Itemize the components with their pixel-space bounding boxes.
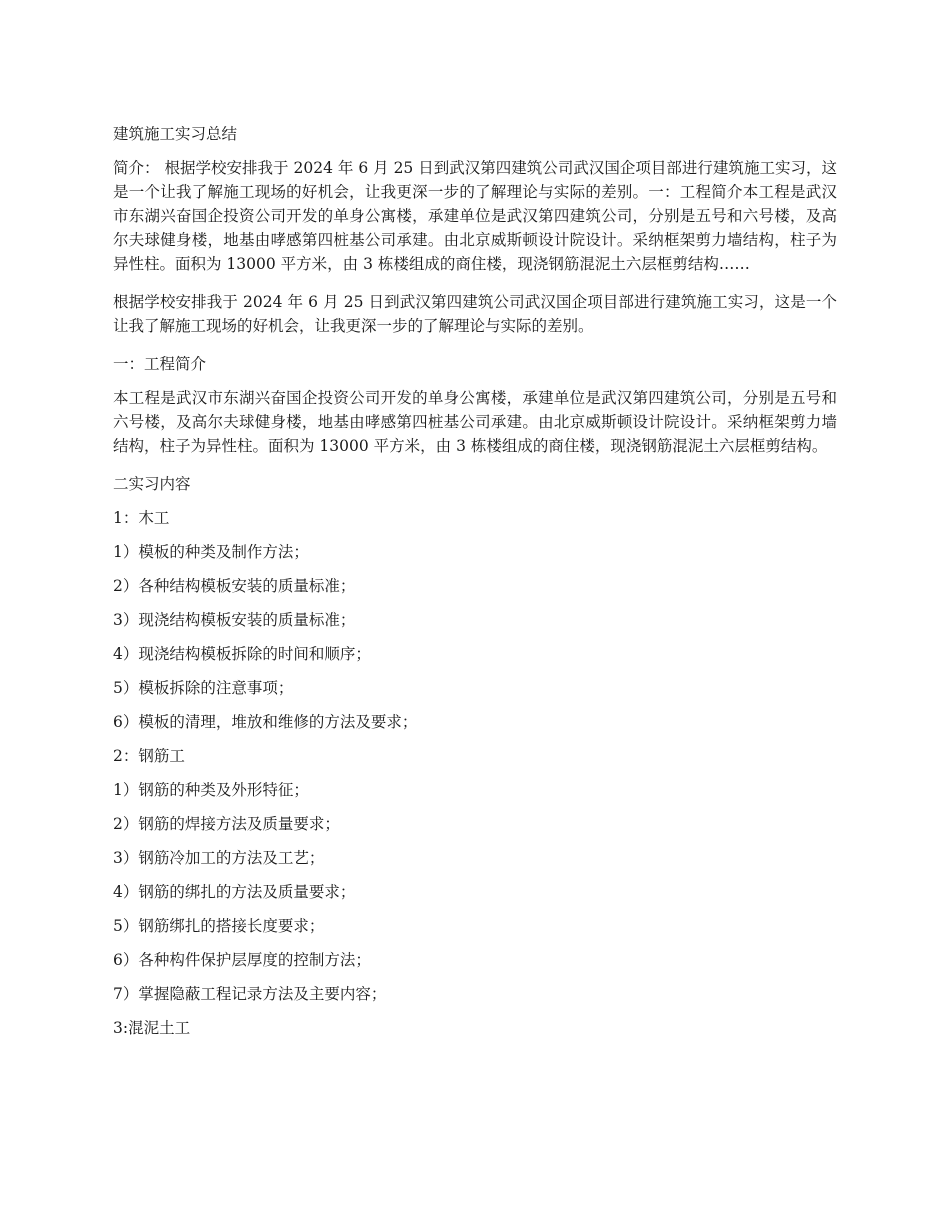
summary-paragraph: 简介： 根据学校安排我于 2024 年 6 月 25 日到武汉第四建筑公司武汉国企项目部进行建筑施工实习，这是一个让我了解施工现场的好机会，让我更深一步的了解理论与实际的差别。一：工程简介本工程是武汉市东湖兴奋国企投资公司开发的单身公寓楼，承建单位是武汉第四建筑公司，分别是五号和六号楼，及高尔夫球健身楼，地基由哮感第四桩基公司承建。由北京威斯顿设计院设计。采纳框架剪力墙结构，柱子为异性柱。面积为 13000 平方米，由 3 栋楼组成的商住楼，现浇钢筋混泥土六层框剪结构…… bbox=[113, 159, 837, 273]
list-item: 1）模板的种类及制作方法； bbox=[113, 543, 309, 561]
section-heading-project: 一：工程简介 bbox=[113, 355, 207, 373]
list-item: 6）模板的清理，堆放和维修的方法及要求； bbox=[113, 713, 418, 731]
list-item: 3）钢筋冷加工的方法及工艺； bbox=[113, 849, 325, 867]
subsection-heading-carpentry: 1：木工 bbox=[113, 509, 170, 527]
list-item: 1）钢筋的种类及外形特征； bbox=[113, 781, 309, 799]
list-item: 5）钢筋绑扎的搭接长度要求； bbox=[113, 917, 325, 935]
project-paragraph: 本工程是武汉市东湖兴奋国企投资公司开发的单身公寓楼，承建单位是武汉第四建筑公司，分别是五号和六号楼，及高尔夫球健身楼，地基由哮感第四桩基公司承建。由北京威斯顿设计院设计。采纳框架剪力墙结构，柱子为异性柱。面积为 13000 平方米，由 3 栋楼组成的商住楼，现浇钢筋混泥土六层框剪结构。 bbox=[113, 389, 837, 455]
document-page bbox=[113, 122, 837, 1050]
intro-paragraph: 根据学校安排我于 2024 年 6 月 25 日到武汉第四建筑公司武汉国企项目部进行建筑施工实习，这是一个让我了解施工现场的好机会，让我更深一步的了解理论与实际的差别。 bbox=[113, 293, 837, 335]
list-item: 5）模板拆除的注意事项； bbox=[113, 679, 294, 697]
list-item: 2）钢筋的焊接方法及质量要求； bbox=[113, 815, 340, 833]
list-item: 3）现浇结构模板安装的质量标准； bbox=[113, 611, 356, 629]
list-item: 4）钢筋的绑扎的方法及质量要求； bbox=[113, 883, 356, 901]
list-item: 7）掌握隐蔽工程记录方法及主要内容； bbox=[113, 985, 387, 1003]
subsection-heading-rebar: 2：钢筋工 bbox=[113, 747, 185, 765]
list-item: 4）现浇结构模板拆除的时间和顺序； bbox=[113, 645, 371, 663]
list-item: 6）各种构件保护层厚度的控制方法； bbox=[113, 951, 371, 969]
section-heading-internship: 二实习内容 bbox=[113, 475, 191, 493]
subsection-heading-concrete: 3:混泥土工 bbox=[113, 1019, 191, 1037]
list-item: 2）各种结构模板安装的质量标准； bbox=[113, 577, 356, 595]
document-title: 建筑施工实习总结 bbox=[113, 125, 238, 143]
